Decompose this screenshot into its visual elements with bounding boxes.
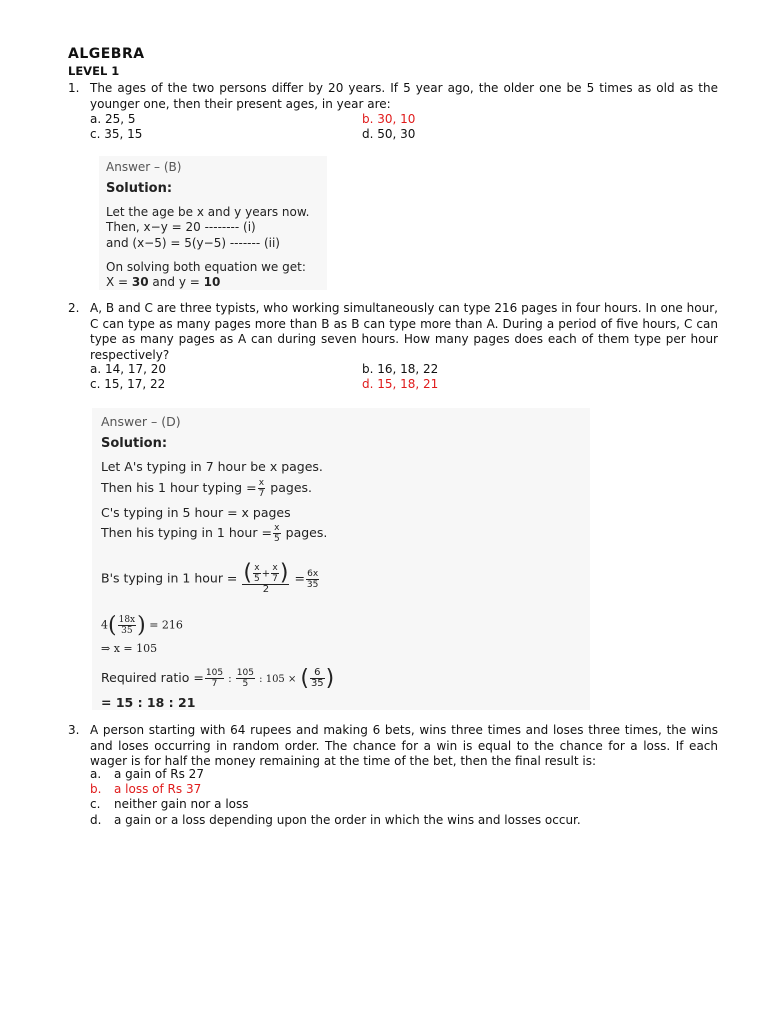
option-c: c. neither gain nor a loss (90, 797, 249, 811)
answer-label: Answer – (B) (106, 160, 182, 174)
option-a: a. a gain of Rs 27 (90, 767, 204, 781)
solution-line: Let the age be x and y years now. (106, 205, 310, 219)
solution-line: and (x−5) = 5(y−5) ------- (ii) (106, 236, 280, 250)
question-3 (68, 723, 718, 770)
level-heading: LEVEL 1 (68, 64, 120, 78)
option-d-correct: d. 15, 18, 21 (362, 377, 439, 391)
option-b-correct: b. 30, 10 (362, 112, 416, 126)
option-a: a. 14, 17, 20 (90, 362, 167, 376)
solution-line: 4( $\frac{18x}{35}$ ) = 216 (101, 613, 183, 638)
solution-line: C's typing in 5 hour = x pages (101, 505, 291, 520)
solution-line: Then, x−y = 20 -------- (i) (106, 220, 256, 234)
solution-line: Required ratio = $\frac{105}{7}$ : $\frac{105}{5}$ : 105 × ( $\frac{6}{35}$ ) (101, 666, 335, 691)
question-text: A, B and C are three typists, who working simultaneously can type 216 pages in four hours. In one hour, C can type as many pages more than B as B can type more than A. During a period of five hours, C can type as many pages as A can during seven hours. How many pages does each of them type per hour respectively? (90, 301, 718, 362)
q1-solution-image (99, 156, 327, 290)
solution-heading: Solution: (106, 181, 173, 196)
option-b-correct: b. a loss of Rs 37 (90, 782, 202, 796)
question-text: The ages of the two persons differ by 20 years. If 5 year ago, the older one be 5 times as old as the younger one, then their present ages, in year are: (90, 81, 718, 111)
option-d: d. a gain or a loss depending upon the order in which the wins and losses occur. (90, 813, 581, 827)
doc-title: ALGEBRA (68, 46, 145, 62)
solution-heading: Solution: (101, 436, 168, 451)
option-c: c. 35, 15 (90, 127, 143, 141)
solution-line: Then his typing in 1 hour = $\frac{x}{5}$ pages. (101, 523, 328, 544)
solution-line: Then his 1 hour typing = $\frac{x}{7}$ pages. (101, 478, 312, 499)
solution-line: B's typing in 1 hour = ( $\frac{x}{5}$ + $\frac{x}{7}$ ) 2 = $\frac{6x}{35}$ (101, 560, 319, 595)
question-1 (68, 81, 718, 112)
solution-result: = 15 : 18 : 21 (101, 695, 196, 710)
solution-line: On solving both equation we get: (106, 260, 306, 274)
solution-line: ⇒ x = 105 (101, 642, 158, 655)
question-number: 2. (68, 301, 80, 315)
solution-line: Let A's typing in 7 hour be x pages. (101, 459, 323, 474)
question-number: 3. (68, 723, 80, 737)
question-2 (68, 301, 718, 363)
option-b: b. 16, 18, 22 (362, 362, 439, 376)
answer-label: Answer – (D) (101, 414, 181, 429)
option-d: d. 50, 30 (362, 127, 416, 141)
option-c: c. 15, 17, 22 (90, 377, 166, 391)
question-number: 1. (68, 81, 80, 95)
question-text: A person starting with 64 rupees and making 6 bets, wins three times and loses three times, the wins and loses occurring in random order. The chance for a win is equal to the chance for a loss. If each wager is for half the money remaining at the time of the bet, then the final result is: (90, 723, 718, 768)
option-a: a. 25, 5 (90, 112, 136, 126)
q2-solution-image (92, 408, 590, 710)
solution-result: X = 30 and y = 10 (106, 275, 221, 289)
